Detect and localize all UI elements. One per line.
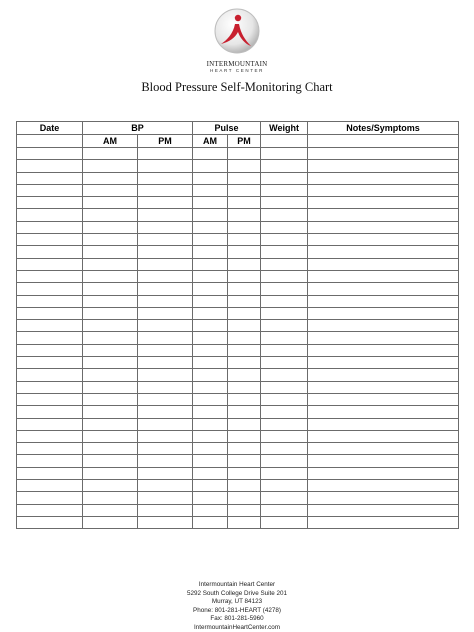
- pulse-pm-entry-cell[interactable]: [228, 504, 261, 516]
- bp-pm-entry-cell[interactable]: [138, 443, 193, 455]
- table-row: [17, 418, 459, 430]
- bp-pm-entry-cell[interactable]: [138, 295, 193, 307]
- date-entry-cell[interactable]: [17, 516, 83, 528]
- bp-am-entry-cell[interactable]: [83, 283, 138, 295]
- pulse-am-entry-cell[interactable]: [193, 270, 228, 282]
- notes-entry-cell[interactable]: [308, 369, 459, 381]
- bp-am-entry-cell[interactable]: [83, 504, 138, 516]
- date-entry-cell[interactable]: [17, 406, 83, 418]
- pulse-am-entry-cell[interactable]: [193, 307, 228, 319]
- weight-entry-cell[interactable]: [261, 270, 308, 282]
- weight-entry-cell[interactable]: [261, 406, 308, 418]
- bp-am-entry-cell[interactable]: [83, 492, 138, 504]
- date-entry-cell[interactable]: [17, 221, 83, 233]
- notes-entry-cell[interactable]: [308, 332, 459, 344]
- date-entry-cell[interactable]: [17, 320, 83, 332]
- pulse-pm-entry-cell[interactable]: [228, 455, 261, 467]
- bp-pm-entry-cell[interactable]: [138, 234, 193, 246]
- footer-street: 5292 South College Drive Suite 201: [186, 589, 288, 597]
- bp-am-entry-cell[interactable]: [83, 307, 138, 319]
- notes-entry-cell[interactable]: [308, 160, 459, 172]
- pulse-pm-entry-cell[interactable]: [228, 443, 261, 455]
- bp-am-entry-cell[interactable]: [83, 184, 138, 196]
- date-entry-cell[interactable]: [17, 246, 83, 258]
- table-row: [17, 160, 459, 172]
- pulse-pm-entry-cell[interactable]: [228, 270, 261, 282]
- weight-entry-cell[interactable]: [261, 492, 308, 504]
- pulse-am-entry-cell[interactable]: [193, 258, 228, 270]
- pulse-am-entry-cell[interactable]: [193, 344, 228, 356]
- date-entry-cell[interactable]: [17, 160, 83, 172]
- table-row: [17, 344, 459, 356]
- pulse-am-entry-cell[interactable]: [193, 148, 228, 160]
- notes-entry-cell[interactable]: [308, 148, 459, 160]
- table-row: [17, 270, 459, 282]
- pulse-am-entry-cell[interactable]: [193, 393, 228, 405]
- pulse-pm-entry-cell[interactable]: [228, 209, 261, 221]
- bp-am-entry-cell[interactable]: [83, 357, 138, 369]
- date-entry-cell[interactable]: [17, 307, 83, 319]
- pulse-am-entry-cell[interactable]: [193, 406, 228, 418]
- weight-entry-cell[interactable]: [261, 172, 308, 184]
- bp-am-entry-cell[interactable]: [83, 270, 138, 282]
- pulse-am-entry-cell[interactable]: [193, 443, 228, 455]
- pulse-am-entry-cell[interactable]: [193, 221, 228, 233]
- pulse-pm-entry-cell[interactable]: [228, 258, 261, 270]
- weight-entry-cell[interactable]: [261, 381, 308, 393]
- pulse-pm-entry-cell[interactable]: [228, 221, 261, 233]
- notes-entry-cell[interactable]: [308, 307, 459, 319]
- bp-pm-entry-cell[interactable]: [138, 492, 193, 504]
- date-entry-cell[interactable]: [17, 344, 83, 356]
- bp-pm-entry-cell[interactable]: [138, 148, 193, 160]
- bp-am-entry-cell[interactable]: [83, 221, 138, 233]
- notes-entry-cell[interactable]: [308, 467, 459, 479]
- bp-pm-entry-cell[interactable]: [138, 258, 193, 270]
- pulse-am-entry-cell[interactable]: [193, 430, 228, 442]
- weight-subheader-cell: [261, 135, 308, 148]
- notes-subheader-cell: [308, 135, 459, 148]
- notes-entry-cell[interactable]: [308, 480, 459, 492]
- bp-pm-entry-cell[interactable]: [138, 320, 193, 332]
- date-entry-cell[interactable]: [17, 357, 83, 369]
- weight-entry-cell[interactable]: [261, 504, 308, 516]
- date-entry-cell[interactable]: [17, 283, 83, 295]
- pulse-pm-entry-cell[interactable]: [228, 406, 261, 418]
- table-row: [17, 209, 459, 221]
- weight-entry-cell[interactable]: [261, 443, 308, 455]
- table-row: [17, 295, 459, 307]
- table-row: [17, 234, 459, 246]
- weight-entry-cell[interactable]: [261, 430, 308, 442]
- table-row: [17, 443, 459, 455]
- pulse-am-entry-cell[interactable]: [193, 234, 228, 246]
- bp-am-entry-cell[interactable]: [83, 332, 138, 344]
- pulse-pm-entry-cell[interactable]: [228, 430, 261, 442]
- bp-am-entry-cell[interactable]: [83, 443, 138, 455]
- date-entry-cell[interactable]: [17, 184, 83, 196]
- table-row: [17, 516, 459, 528]
- pulse-am-entry-cell[interactable]: [193, 455, 228, 467]
- date-entry-cell[interactable]: [17, 430, 83, 442]
- bp-pm-entry-cell[interactable]: [138, 283, 193, 295]
- pulse-pm-entry-cell[interactable]: [228, 332, 261, 344]
- table-row: [17, 393, 459, 405]
- bp-pm-entry-cell[interactable]: [138, 516, 193, 528]
- pulse-am-entry-cell[interactable]: [193, 369, 228, 381]
- pulse-am-entry-cell[interactable]: [193, 197, 228, 209]
- notes-entry-cell[interactable]: [308, 184, 459, 196]
- bp-am-entry-cell[interactable]: [83, 516, 138, 528]
- date-entry-cell[interactable]: [17, 480, 83, 492]
- bp-pm-subheader: PM: [138, 135, 193, 148]
- pulse-am-subheader: AM: [193, 135, 228, 148]
- bp-pm-entry-cell[interactable]: [138, 209, 193, 221]
- pulse-pm-entry-cell[interactable]: [228, 516, 261, 528]
- bp-am-entry-cell[interactable]: [83, 480, 138, 492]
- weight-entry-cell[interactable]: [261, 221, 308, 233]
- bp-pm-entry-cell[interactable]: [138, 430, 193, 442]
- bp-pm-entry-cell[interactable]: [138, 184, 193, 196]
- pulse-am-entry-cell[interactable]: [193, 492, 228, 504]
- weight-entry-cell[interactable]: [261, 467, 308, 479]
- table-row: [17, 430, 459, 442]
- date-entry-cell[interactable]: [17, 148, 83, 160]
- table-row: [17, 381, 459, 393]
- pulse-pm-subheader: PM: [228, 135, 261, 148]
- date-entry-cell[interactable]: [17, 258, 83, 270]
- weight-entry-cell[interactable]: [261, 234, 308, 246]
- date-entry-cell[interactable]: [17, 332, 83, 344]
- weight-entry-cell[interactable]: [261, 246, 308, 258]
- weight-entry-cell[interactable]: [261, 480, 308, 492]
- notes-entry-cell[interactable]: [308, 283, 459, 295]
- table-row: [17, 197, 459, 209]
- pulse-am-entry-cell[interactable]: [193, 418, 228, 430]
- date-entry-cell[interactable]: [17, 270, 83, 282]
- pulse-am-entry-cell[interactable]: [193, 160, 228, 172]
- date-entry-cell[interactable]: [17, 504, 83, 516]
- bp-pm-entry-cell[interactable]: [138, 393, 193, 405]
- weight-entry-cell[interactable]: [261, 307, 308, 319]
- pulse-pm-entry-cell[interactable]: [228, 357, 261, 369]
- weight-entry-cell[interactable]: [261, 332, 308, 344]
- date-entry-cell[interactable]: [17, 467, 83, 479]
- pulse-am-entry-cell[interactable]: [193, 184, 228, 196]
- bp-pm-entry-cell[interactable]: [138, 197, 193, 209]
- table-row: [17, 455, 459, 467]
- weight-header: Weight: [261, 122, 308, 135]
- pulse-am-entry-cell[interactable]: [193, 516, 228, 528]
- bp-am-entry-cell[interactable]: [83, 234, 138, 246]
- org-name-line2: HEART CENTER: [209, 68, 265, 73]
- pulse-am-entry-cell[interactable]: [193, 504, 228, 516]
- bp-am-entry-cell[interactable]: [83, 455, 138, 467]
- bp-am-entry-cell[interactable]: [83, 209, 138, 221]
- header-row: [17, 122, 459, 135]
- date-header: Date: [17, 122, 83, 135]
- notes-entry-cell[interactable]: [308, 209, 459, 221]
- date-entry-cell[interactable]: [17, 369, 83, 381]
- table-row: [17, 369, 459, 381]
- pulse-pm-entry-cell[interactable]: [228, 393, 261, 405]
- weight-entry-cell[interactable]: [261, 357, 308, 369]
- date-entry-cell[interactable]: [17, 295, 83, 307]
- bp-pm-entry-cell[interactable]: [138, 381, 193, 393]
- pulse-am-entry-cell[interactable]: [193, 467, 228, 479]
- notes-entry-cell[interactable]: [308, 270, 459, 282]
- date-entry-cell[interactable]: [17, 381, 83, 393]
- date-entry-cell[interactable]: [17, 172, 83, 184]
- pulse-pm-entry-cell[interactable]: [228, 172, 261, 184]
- footer-org-name: Intermountain Heart Center: [198, 581, 276, 588]
- pulse-pm-entry-cell[interactable]: [228, 184, 261, 196]
- weight-entry-cell[interactable]: [261, 209, 308, 221]
- bp-pm-entry-cell[interactable]: [138, 270, 193, 282]
- pulse-am-entry-cell[interactable]: [193, 295, 228, 307]
- weight-entry-cell[interactable]: [261, 197, 308, 209]
- bp-pm-entry-cell[interactable]: [138, 357, 193, 369]
- bp-pm-entry-cell[interactable]: [138, 172, 193, 184]
- weight-entry-cell[interactable]: [261, 455, 308, 467]
- footer-fax: Fax: 801-281-5960: [210, 615, 264, 622]
- pulse-pm-entry-cell[interactable]: [228, 344, 261, 356]
- notes-entry-cell[interactable]: [308, 172, 459, 184]
- bp-am-entry-cell[interactable]: [83, 344, 138, 356]
- bp-pm-entry-cell[interactable]: [138, 480, 193, 492]
- table-row: [17, 221, 459, 233]
- table-row: [17, 480, 459, 492]
- footer-address: [0, 581, 474, 632]
- date-entry-cell[interactable]: [17, 234, 83, 246]
- table-row: [17, 307, 459, 319]
- bp-am-entry-cell[interactable]: [83, 197, 138, 209]
- bp-am-entry-cell[interactable]: [83, 320, 138, 332]
- pulse-am-entry-cell[interactable]: [193, 381, 228, 393]
- notes-entry-cell[interactable]: [308, 393, 459, 405]
- pulse-pm-entry-cell[interactable]: [228, 492, 261, 504]
- bp-pm-entry-cell[interactable]: [138, 467, 193, 479]
- bp-am-entry-cell[interactable]: [83, 246, 138, 258]
- bp-pm-entry-cell[interactable]: [138, 455, 193, 467]
- date-entry-cell[interactable]: [17, 492, 83, 504]
- notes-entry-cell[interactable]: [308, 381, 459, 393]
- pulse-am-entry-cell[interactable]: [193, 172, 228, 184]
- notes-entry-cell[interactable]: [308, 418, 459, 430]
- pulse-pm-entry-cell[interactable]: [228, 320, 261, 332]
- pulse-pm-entry-cell[interactable]: [228, 160, 261, 172]
- pulse-am-entry-cell[interactable]: [193, 357, 228, 369]
- footer-city: Murray, UT 84123: [211, 598, 263, 605]
- bp-pm-entry-cell[interactable]: [138, 332, 193, 344]
- org-name-line1: INTERMOUNTAIN: [206, 60, 268, 68]
- bp-am-entry-cell[interactable]: [83, 467, 138, 479]
- pulse-pm-entry-cell[interactable]: [228, 381, 261, 393]
- pulse-am-entry-cell[interactable]: [193, 320, 228, 332]
- heart-logo-icon: [205, 6, 269, 60]
- bp-am-entry-cell[interactable]: [83, 418, 138, 430]
- pulse-pm-entry-cell[interactable]: [228, 307, 261, 319]
- pulse-pm-entry-cell[interactable]: [228, 418, 261, 430]
- footer-website: IntermountainHeartCenter.com: [193, 623, 281, 631]
- table-row: [17, 246, 459, 258]
- pulse-pm-entry-cell[interactable]: [228, 467, 261, 479]
- notes-entry-cell[interactable]: [308, 516, 459, 528]
- pulse-pm-entry-cell[interactable]: [228, 148, 261, 160]
- bp-am-entry-cell[interactable]: [83, 258, 138, 270]
- notes-entry-cell[interactable]: [308, 504, 459, 516]
- pulse-pm-entry-cell[interactable]: [228, 246, 261, 258]
- notes-entry-cell[interactable]: [308, 221, 459, 233]
- bp-header: BP: [83, 122, 193, 135]
- date-entry-cell[interactable]: [17, 197, 83, 209]
- table-row: [17, 332, 459, 344]
- notes-entry-cell[interactable]: [308, 357, 459, 369]
- weight-entry-cell[interactable]: [261, 516, 308, 528]
- bp-pm-entry-cell[interactable]: [138, 344, 193, 356]
- notes-entry-cell[interactable]: [308, 295, 459, 307]
- weight-entry-cell[interactable]: [261, 320, 308, 332]
- table-row: [17, 172, 459, 184]
- bp-pm-entry-cell[interactable]: [138, 406, 193, 418]
- date-entry-cell[interactable]: [17, 418, 83, 430]
- bp-am-entry-cell[interactable]: [83, 172, 138, 184]
- weight-entry-cell[interactable]: [261, 184, 308, 196]
- notes-entry-cell[interactable]: [308, 406, 459, 418]
- bp-pm-entry-cell[interactable]: [138, 221, 193, 233]
- table-row: [17, 406, 459, 418]
- bp-pm-entry-cell[interactable]: [138, 369, 193, 381]
- weight-entry-cell[interactable]: [261, 148, 308, 160]
- pulse-am-entry-cell[interactable]: [193, 246, 228, 258]
- pulse-pm-entry-cell[interactable]: [228, 480, 261, 492]
- table-row: [17, 357, 459, 369]
- bp-am-entry-cell[interactable]: [83, 369, 138, 381]
- date-entry-cell[interactable]: [17, 209, 83, 221]
- notes-entry-cell[interactable]: [308, 246, 459, 258]
- notes-header: Notes/Symptoms: [308, 122, 459, 135]
- pulse-pm-entry-cell[interactable]: [228, 295, 261, 307]
- bp-am-entry-cell[interactable]: [83, 148, 138, 160]
- bp-am-entry-cell[interactable]: [83, 406, 138, 418]
- table-row: [17, 504, 459, 516]
- pulse-pm-entry-cell[interactable]: [228, 234, 261, 246]
- pulse-am-entry-cell[interactable]: [193, 480, 228, 492]
- weight-entry-cell[interactable]: [261, 160, 308, 172]
- notes-entry-cell[interactable]: [308, 320, 459, 332]
- table-row: [17, 258, 459, 270]
- notes-entry-cell[interactable]: [308, 455, 459, 467]
- table-row: [17, 283, 459, 295]
- pulse-pm-entry-cell[interactable]: [228, 369, 261, 381]
- weight-entry-cell[interactable]: [261, 393, 308, 405]
- pulse-header: Pulse: [193, 122, 261, 135]
- weight-entry-cell[interactable]: [261, 369, 308, 381]
- weight-entry-cell[interactable]: [261, 295, 308, 307]
- weight-entry-cell[interactable]: [261, 258, 308, 270]
- bp-pm-entry-cell[interactable]: [138, 504, 193, 516]
- table-row: [17, 492, 459, 504]
- pulse-am-entry-cell[interactable]: [193, 283, 228, 295]
- notes-entry-cell[interactable]: [308, 430, 459, 442]
- date-entry-cell[interactable]: [17, 455, 83, 467]
- date-entry-cell[interactable]: [17, 443, 83, 455]
- notes-entry-cell[interactable]: [308, 344, 459, 356]
- bp-am-entry-cell[interactable]: [83, 430, 138, 442]
- table-row: [17, 467, 459, 479]
- pulse-pm-entry-cell[interactable]: [228, 283, 261, 295]
- bp-pm-entry-cell[interactable]: [138, 246, 193, 258]
- notes-entry-cell[interactable]: [308, 443, 459, 455]
- bp-pm-entry-cell[interactable]: [138, 418, 193, 430]
- subheader-row: [17, 135, 459, 148]
- weight-entry-cell[interactable]: [261, 283, 308, 295]
- table-row: [17, 148, 459, 160]
- table-row: [17, 320, 459, 332]
- date-subheader-cell: [17, 135, 83, 148]
- notes-entry-cell[interactable]: [308, 197, 459, 209]
- bp-am-entry-cell[interactable]: [83, 295, 138, 307]
- notes-entry-cell[interactable]: [308, 258, 459, 270]
- bp-am-subheader: AM: [83, 135, 138, 148]
- bp-am-entry-cell[interactable]: [83, 381, 138, 393]
- pulse-am-entry-cell[interactable]: [193, 332, 228, 344]
- page-title: Blood Pressure Self-Monitoring Chart: [141, 80, 333, 94]
- weight-entry-cell[interactable]: [261, 418, 308, 430]
- pulse-pm-entry-cell[interactable]: [228, 197, 261, 209]
- bp-am-entry-cell[interactable]: [83, 393, 138, 405]
- notes-entry-cell[interactable]: [308, 492, 459, 504]
- monitoring-table: [16, 121, 459, 529]
- table-row: [17, 184, 459, 196]
- bp-pm-entry-cell[interactable]: [138, 307, 193, 319]
- pulse-am-entry-cell[interactable]: [193, 209, 228, 221]
- weight-entry-cell[interactable]: [261, 344, 308, 356]
- bp-pm-entry-cell[interactable]: [138, 160, 193, 172]
- date-entry-cell[interactable]: [17, 393, 83, 405]
- notes-entry-cell[interactable]: [308, 234, 459, 246]
- footer-phone: Phone: 801-281-HEART (4278): [193, 606, 281, 614]
- entry-rows: [17, 148, 459, 529]
- bp-am-entry-cell[interactable]: [83, 160, 138, 172]
